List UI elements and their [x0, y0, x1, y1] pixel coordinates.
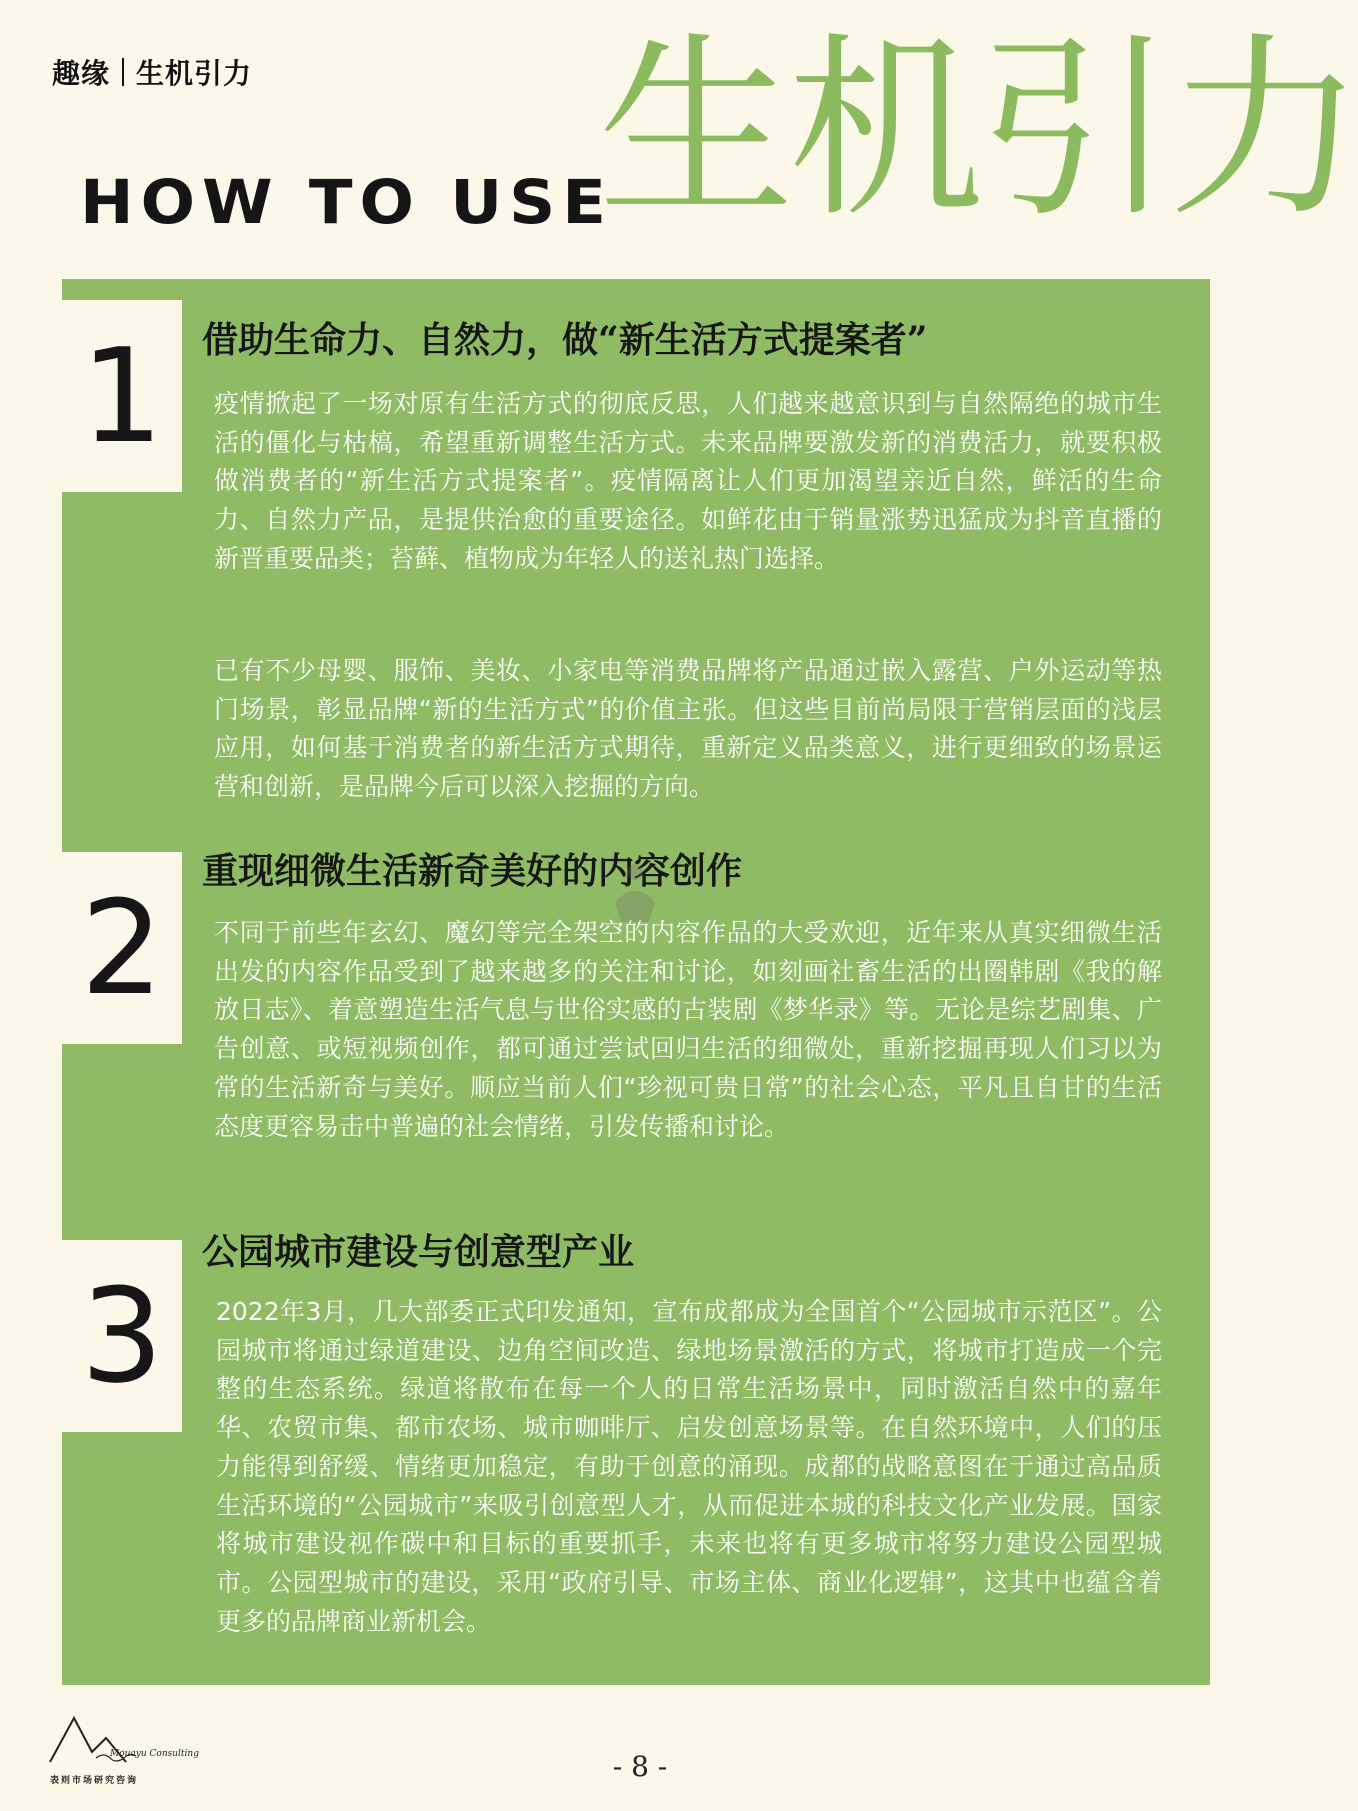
page-number: - 8 - — [612, 1750, 668, 1783]
section-1-paragraph-2: 已有不少母婴、服饰、美妆、小家电等消费品牌将产品通过嵌入露营、户外运动等热门场景，彰显品牌“新的生活方式”的价值主张。但这些目前尚局限于营销层面的浅层应用，如何基于消费者的新生活方式期待，重新定义品类意义，进行更细致的场景运营和创新，是品牌今后可以深入挖掘的方向。 — [214, 656, 1162, 802]
page-title: 生机引力 — [598, 16, 1358, 244]
section-2-paragraph-1: 不同于前些年玄幻、魔幻等完全架空的内容作品的大受欢迎，近年来从真实细微生活出发的内容作品受到了越来越多的关注和讨论，如刻画社畜生活的出圈韩剧《我的解放日志》、着意塑造生活气息与世俗实感的古装剧《梦华录》等。无论是综艺剧集、广告创意、或短视频创作，都可通过尝试回归生活的细微处，重新挖掘再现人们习以为常的生活新奇与美好。顺应当前人们“珍视可贵日常”的社会心态，平凡且自甘的生活态度更容易击中普遍的社会情绪，引发传播和讨论。 — [214, 918, 1162, 1141]
logo-signature: Mouayu Consulting — [110, 1749, 199, 1759]
breadcrumb-section: 生机引力 — [136, 57, 253, 90]
section-number-3: 3 — [62, 1240, 182, 1432]
section-3-paragraph-1: 2022年3月，几大部委正式印发通知，宣布成都成为全国首个“公园城市示范区”。公园城市将通过绿道建设、边角空间改造、绿地场景激活的方式，将城市打造成一个完整的生态系统。绿道将散布在每一个人的日常生活场景中，同时激活自然中的嘉年华、农贸市集、都市农场、城市咖啡厅、启发创意场景等。在自然环境中，人们的压力能得到舒缓、情绪更加稳定，有助于创意的涌现。成都的战略意图在于通过高品质生活环境的“公园城市”来吸引创意型人才，从而促进本城的科技文化产业发展。国家将城市建设视作碳中和目标的重要抓手，未来也将有更多城市将努力建设公园型城市。公园型城市的建设，采用“政府引导、市场主体、商业化逻辑”，这其中也蕴含着更多的品牌商业新机会。 — [216, 1297, 1162, 1636]
section-title-3: 公园城市建设与创意型产业 — [202, 1231, 635, 1273]
breadcrumb-brand: 趣缘 — [52, 57, 111, 90]
section-title-1: 借助生命力、自然力，做“新生活方式提案者” — [202, 319, 928, 361]
how-to-use-heading: HOW TO USE — [80, 167, 613, 239]
watermark-icon — [605, 862, 665, 924]
section-1-paragraph-1: 疫情掀起了一场对原有生活方式的彻底反思，人们越来越意识到与自然隔绝的城市生活的僵化与枯槁，希望重新调整生活方式。未来品牌要激发新的消费活力，就要积极做消费者的“新生活方式提案者”。疫情隔离让人们更加渴望亲近自然，鲜活的生命力、自然力产品，是提供治愈的重要途径。如鲜花由于销量涨势迅猛成为抖音直播的新晋重要品类；苔藓、植物成为年轻人的送礼热门选择。 — [214, 389, 1162, 573]
section-number-2: 2 — [62, 852, 182, 1044]
section-number-1: 1 — [62, 300, 182, 492]
section-title-2: 重现细微生活新奇美好的内容创作 — [202, 850, 743, 892]
breadcrumb — [52, 52, 252, 92]
breadcrumb-separator — [122, 58, 124, 86]
logo-caption: 表则市场研究咨询 — [50, 1776, 139, 1786]
